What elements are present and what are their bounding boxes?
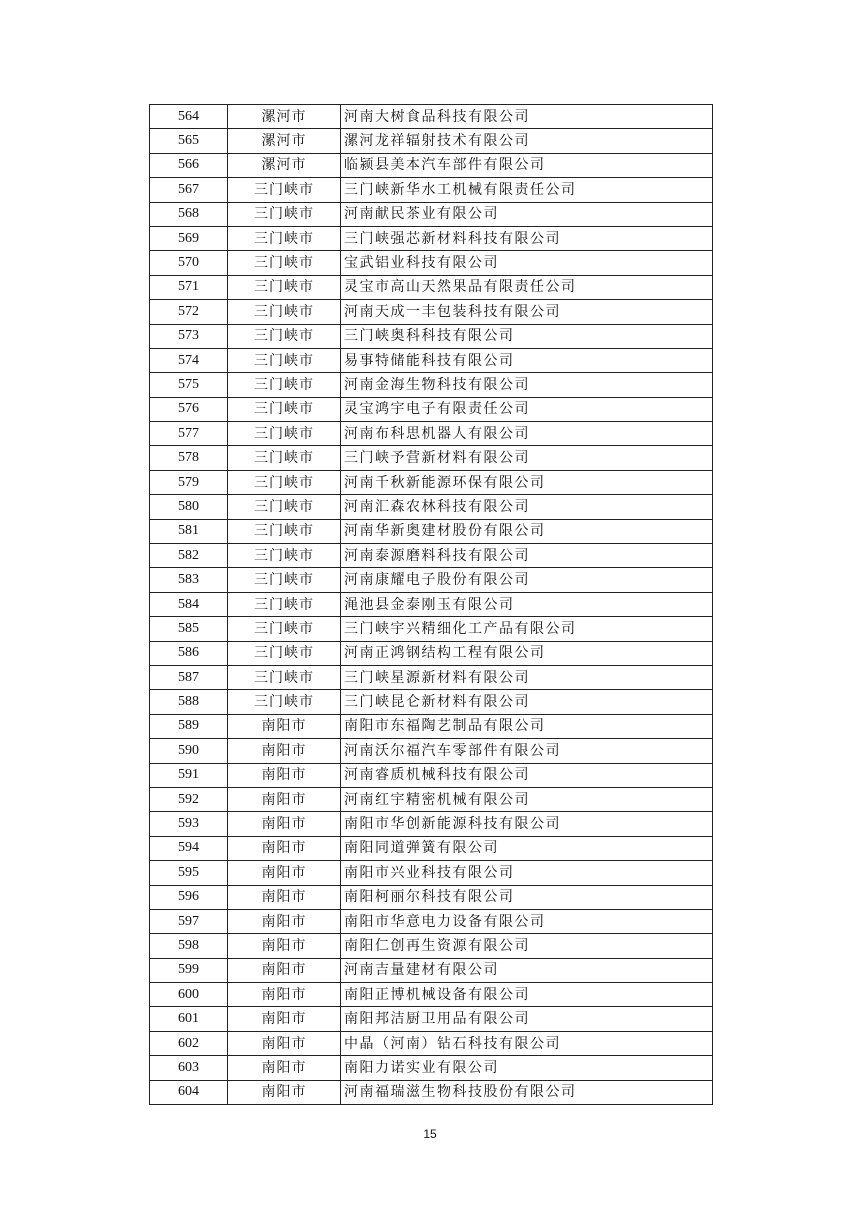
city-cell: 南阳市 xyxy=(228,787,341,811)
company-name-cell: 三门峡奥科科技有限公司 xyxy=(341,324,713,348)
table-row xyxy=(150,251,713,275)
company-name-cell: 三门峡新华水工机械有限责任公司 xyxy=(341,178,713,202)
city-cell: 南阳市 xyxy=(228,885,341,909)
table-row xyxy=(150,178,713,202)
company-name-cell: 南阳力诺实业有限公司 xyxy=(341,1056,713,1080)
city-cell: 三门峡市 xyxy=(228,178,341,202)
company-name-cell: 灵宝鸿宇电子有限责任公司 xyxy=(341,397,713,421)
city-cell: 南阳市 xyxy=(228,1056,341,1080)
row-number-cell: 589 xyxy=(150,714,228,738)
company-name-cell: 河南千秋新能源环保有限公司 xyxy=(341,470,713,494)
row-number-cell: 577 xyxy=(150,422,228,446)
table-row xyxy=(150,641,713,665)
table-row xyxy=(150,690,713,714)
row-number-cell: 590 xyxy=(150,739,228,763)
city-cell: 三门峡市 xyxy=(228,641,341,665)
row-number-cell: 603 xyxy=(150,1056,228,1080)
table-row xyxy=(150,446,713,470)
city-cell: 三门峡市 xyxy=(228,275,341,299)
table-row xyxy=(150,129,713,153)
city-cell: 三门峡市 xyxy=(228,422,341,446)
company-name-cell: 南阳市东福陶艺制品有限公司 xyxy=(341,714,713,738)
table-row xyxy=(150,836,713,860)
table-row xyxy=(150,519,713,543)
row-number-cell: 585 xyxy=(150,617,228,641)
company-name-cell: 三门峡宇兴精细化工产品有限公司 xyxy=(341,617,713,641)
city-cell: 三门峡市 xyxy=(228,568,341,592)
company-name-cell: 三门峡强芯新材料科技有限公司 xyxy=(341,226,713,250)
company-name-cell: 南阳市华创新能源科技有限公司 xyxy=(341,812,713,836)
table-row xyxy=(150,763,713,787)
city-cell: 三门峡市 xyxy=(228,544,341,568)
row-number-cell: 570 xyxy=(150,251,228,275)
row-number-cell: 604 xyxy=(150,1080,228,1104)
row-number-cell: 595 xyxy=(150,861,228,885)
row-number-cell: 602 xyxy=(150,1031,228,1055)
row-number-cell: 586 xyxy=(150,641,228,665)
company-name-cell: 中晶（河南）钻石科技有限公司 xyxy=(341,1031,713,1055)
company-name-cell: 河南大树食品科技有限公司 xyxy=(341,105,713,129)
table-row xyxy=(150,373,713,397)
row-number-cell: 576 xyxy=(150,397,228,421)
city-cell: 南阳市 xyxy=(228,983,341,1007)
city-cell: 三门峡市 xyxy=(228,592,341,616)
table-row xyxy=(150,617,713,641)
table-row xyxy=(150,665,713,689)
table-row xyxy=(150,787,713,811)
table-row xyxy=(150,324,713,348)
row-number-cell: 580 xyxy=(150,495,228,519)
row-number-cell: 574 xyxy=(150,348,228,372)
table-row xyxy=(150,1056,713,1080)
row-number-cell: 564 xyxy=(150,105,228,129)
table-row xyxy=(150,592,713,616)
row-number-cell: 591 xyxy=(150,763,228,787)
company-name-cell: 南阳柯丽尔科技有限公司 xyxy=(341,885,713,909)
table-row xyxy=(150,739,713,763)
city-cell: 南阳市 xyxy=(228,836,341,860)
city-cell: 三门峡市 xyxy=(228,519,341,543)
row-number-cell: 575 xyxy=(150,373,228,397)
table-row xyxy=(150,812,713,836)
table-row xyxy=(150,348,713,372)
table-row xyxy=(150,202,713,226)
row-number-cell: 582 xyxy=(150,544,228,568)
company-name-cell: 河南正鸿钢结构工程有限公司 xyxy=(341,641,713,665)
city-cell: 三门峡市 xyxy=(228,348,341,372)
row-number-cell: 569 xyxy=(150,226,228,250)
company-name-cell: 三门峡昆仑新材料有限公司 xyxy=(341,690,713,714)
company-name-cell: 河南泰源磨料科技有限公司 xyxy=(341,544,713,568)
row-number-cell: 573 xyxy=(150,324,228,348)
table-row xyxy=(150,568,713,592)
row-number-cell: 588 xyxy=(150,690,228,714)
table-row xyxy=(150,105,713,129)
company-name-cell: 南阳市兴业科技有限公司 xyxy=(341,861,713,885)
city-cell: 三门峡市 xyxy=(228,495,341,519)
row-number-cell: 587 xyxy=(150,665,228,689)
company-name-cell: 三门峡予营新材料有限公司 xyxy=(341,446,713,470)
company-name-cell: 南阳市华意电力设备有限公司 xyxy=(341,909,713,933)
city-cell: 三门峡市 xyxy=(228,251,341,275)
city-cell: 漯河市 xyxy=(228,105,341,129)
row-number-cell: 572 xyxy=(150,300,228,324)
page-number: 15 xyxy=(423,1127,437,1141)
city-cell: 南阳市 xyxy=(228,1007,341,1031)
table-row xyxy=(150,885,713,909)
company-name-cell: 河南华新奥建材股份有限公司 xyxy=(341,519,713,543)
company-name-cell: 河南献民茶业有限公司 xyxy=(341,202,713,226)
city-cell: 三门峡市 xyxy=(228,324,341,348)
city-cell: 三门峡市 xyxy=(228,690,341,714)
city-cell: 三门峡市 xyxy=(228,665,341,689)
city-cell: 三门峡市 xyxy=(228,373,341,397)
row-number-cell: 594 xyxy=(150,836,228,860)
company-name-cell: 渑池县金泰刚玉有限公司 xyxy=(341,592,713,616)
table-row xyxy=(150,422,713,446)
company-name-cell: 河南睿质机械科技有限公司 xyxy=(341,763,713,787)
city-cell: 南阳市 xyxy=(228,958,341,982)
company-name-cell: 河南金海生物科技有限公司 xyxy=(341,373,713,397)
company-name-cell: 临颍县美本汽车部件有限公司 xyxy=(341,153,713,177)
row-number-cell: 567 xyxy=(150,178,228,202)
row-number-cell: 592 xyxy=(150,787,228,811)
row-number-cell: 565 xyxy=(150,129,228,153)
table-row xyxy=(150,397,713,421)
company-name-cell: 南阳仁创再生资源有限公司 xyxy=(341,934,713,958)
city-cell: 南阳市 xyxy=(228,861,341,885)
city-cell: 南阳市 xyxy=(228,1080,341,1104)
table-row xyxy=(150,983,713,1007)
table-row xyxy=(150,1080,713,1104)
company-name-cell: 易事特储能科技有限公司 xyxy=(341,348,713,372)
city-cell: 南阳市 xyxy=(228,909,341,933)
table-row xyxy=(150,909,713,933)
row-number-cell: 579 xyxy=(150,470,228,494)
company-name-cell: 河南康耀电子股份有限公司 xyxy=(341,568,713,592)
company-name-cell: 河南红宇精密机械有限公司 xyxy=(341,787,713,811)
company-name-cell: 河南布科思机器人有限公司 xyxy=(341,422,713,446)
city-cell: 南阳市 xyxy=(228,812,341,836)
table-row xyxy=(150,300,713,324)
table-row xyxy=(150,958,713,982)
company-name-cell: 河南汇森农林科技有限公司 xyxy=(341,495,713,519)
row-number-cell: 566 xyxy=(150,153,228,177)
city-cell: 南阳市 xyxy=(228,714,341,738)
company-name-cell: 灵宝市高山天然果品有限责任公司 xyxy=(341,275,713,299)
row-number-cell: 583 xyxy=(150,568,228,592)
company-name-cell: 南阳正博机械设备有限公司 xyxy=(341,983,713,1007)
company-name-cell: 河南沃尔福汽车零部件有限公司 xyxy=(341,739,713,763)
city-cell: 三门峡市 xyxy=(228,446,341,470)
city-cell: 三门峡市 xyxy=(228,226,341,250)
table-row xyxy=(150,934,713,958)
row-number-cell: 597 xyxy=(150,909,228,933)
city-cell: 南阳市 xyxy=(228,1031,341,1055)
city-cell: 三门峡市 xyxy=(228,300,341,324)
city-cell: 南阳市 xyxy=(228,934,341,958)
city-cell: 三门峡市 xyxy=(228,397,341,421)
row-number-cell: 601 xyxy=(150,1007,228,1031)
row-number-cell: 596 xyxy=(150,885,228,909)
row-number-cell: 581 xyxy=(150,519,228,543)
table-row xyxy=(150,544,713,568)
table-row xyxy=(150,495,713,519)
table-row xyxy=(150,153,713,177)
company-name-cell: 三门峡星源新材料有限公司 xyxy=(341,665,713,689)
row-number-cell: 568 xyxy=(150,202,228,226)
company-name-cell: 南阳邦洁厨卫用品有限公司 xyxy=(341,1007,713,1031)
row-number-cell: 593 xyxy=(150,812,228,836)
table-row xyxy=(150,1007,713,1031)
row-number-cell: 598 xyxy=(150,934,228,958)
company-name-cell: 河南福瑞滋生物科技股份有限公司 xyxy=(341,1080,713,1104)
row-number-cell: 571 xyxy=(150,275,228,299)
row-number-cell: 578 xyxy=(150,446,228,470)
table-row xyxy=(150,861,713,885)
row-number-cell: 599 xyxy=(150,958,228,982)
row-number-cell: 600 xyxy=(150,983,228,1007)
table-row xyxy=(150,714,713,738)
company-name-cell: 宝武铝业科技有限公司 xyxy=(341,251,713,275)
city-cell: 南阳市 xyxy=(228,739,341,763)
company-name-cell: 河南吉量建材有限公司 xyxy=(341,958,713,982)
table-row xyxy=(150,1031,713,1055)
city-cell: 漯河市 xyxy=(228,129,341,153)
row-number-cell: 584 xyxy=(150,592,228,616)
city-cell: 三门峡市 xyxy=(228,202,341,226)
table-row xyxy=(150,226,713,250)
table-body xyxy=(150,105,713,1105)
city-cell: 三门峡市 xyxy=(228,617,341,641)
company-list-table xyxy=(149,104,713,1105)
table-row xyxy=(150,470,713,494)
company-name-cell: 漯河龙祥辐射技术有限公司 xyxy=(341,129,713,153)
table-row xyxy=(150,275,713,299)
company-name-cell: 河南天成一丰包装科技有限公司 xyxy=(341,300,713,324)
city-cell: 漯河市 xyxy=(228,153,341,177)
city-cell: 三门峡市 xyxy=(228,470,341,494)
city-cell: 南阳市 xyxy=(228,763,341,787)
company-name-cell: 南阳同道弹簧有限公司 xyxy=(341,836,713,860)
